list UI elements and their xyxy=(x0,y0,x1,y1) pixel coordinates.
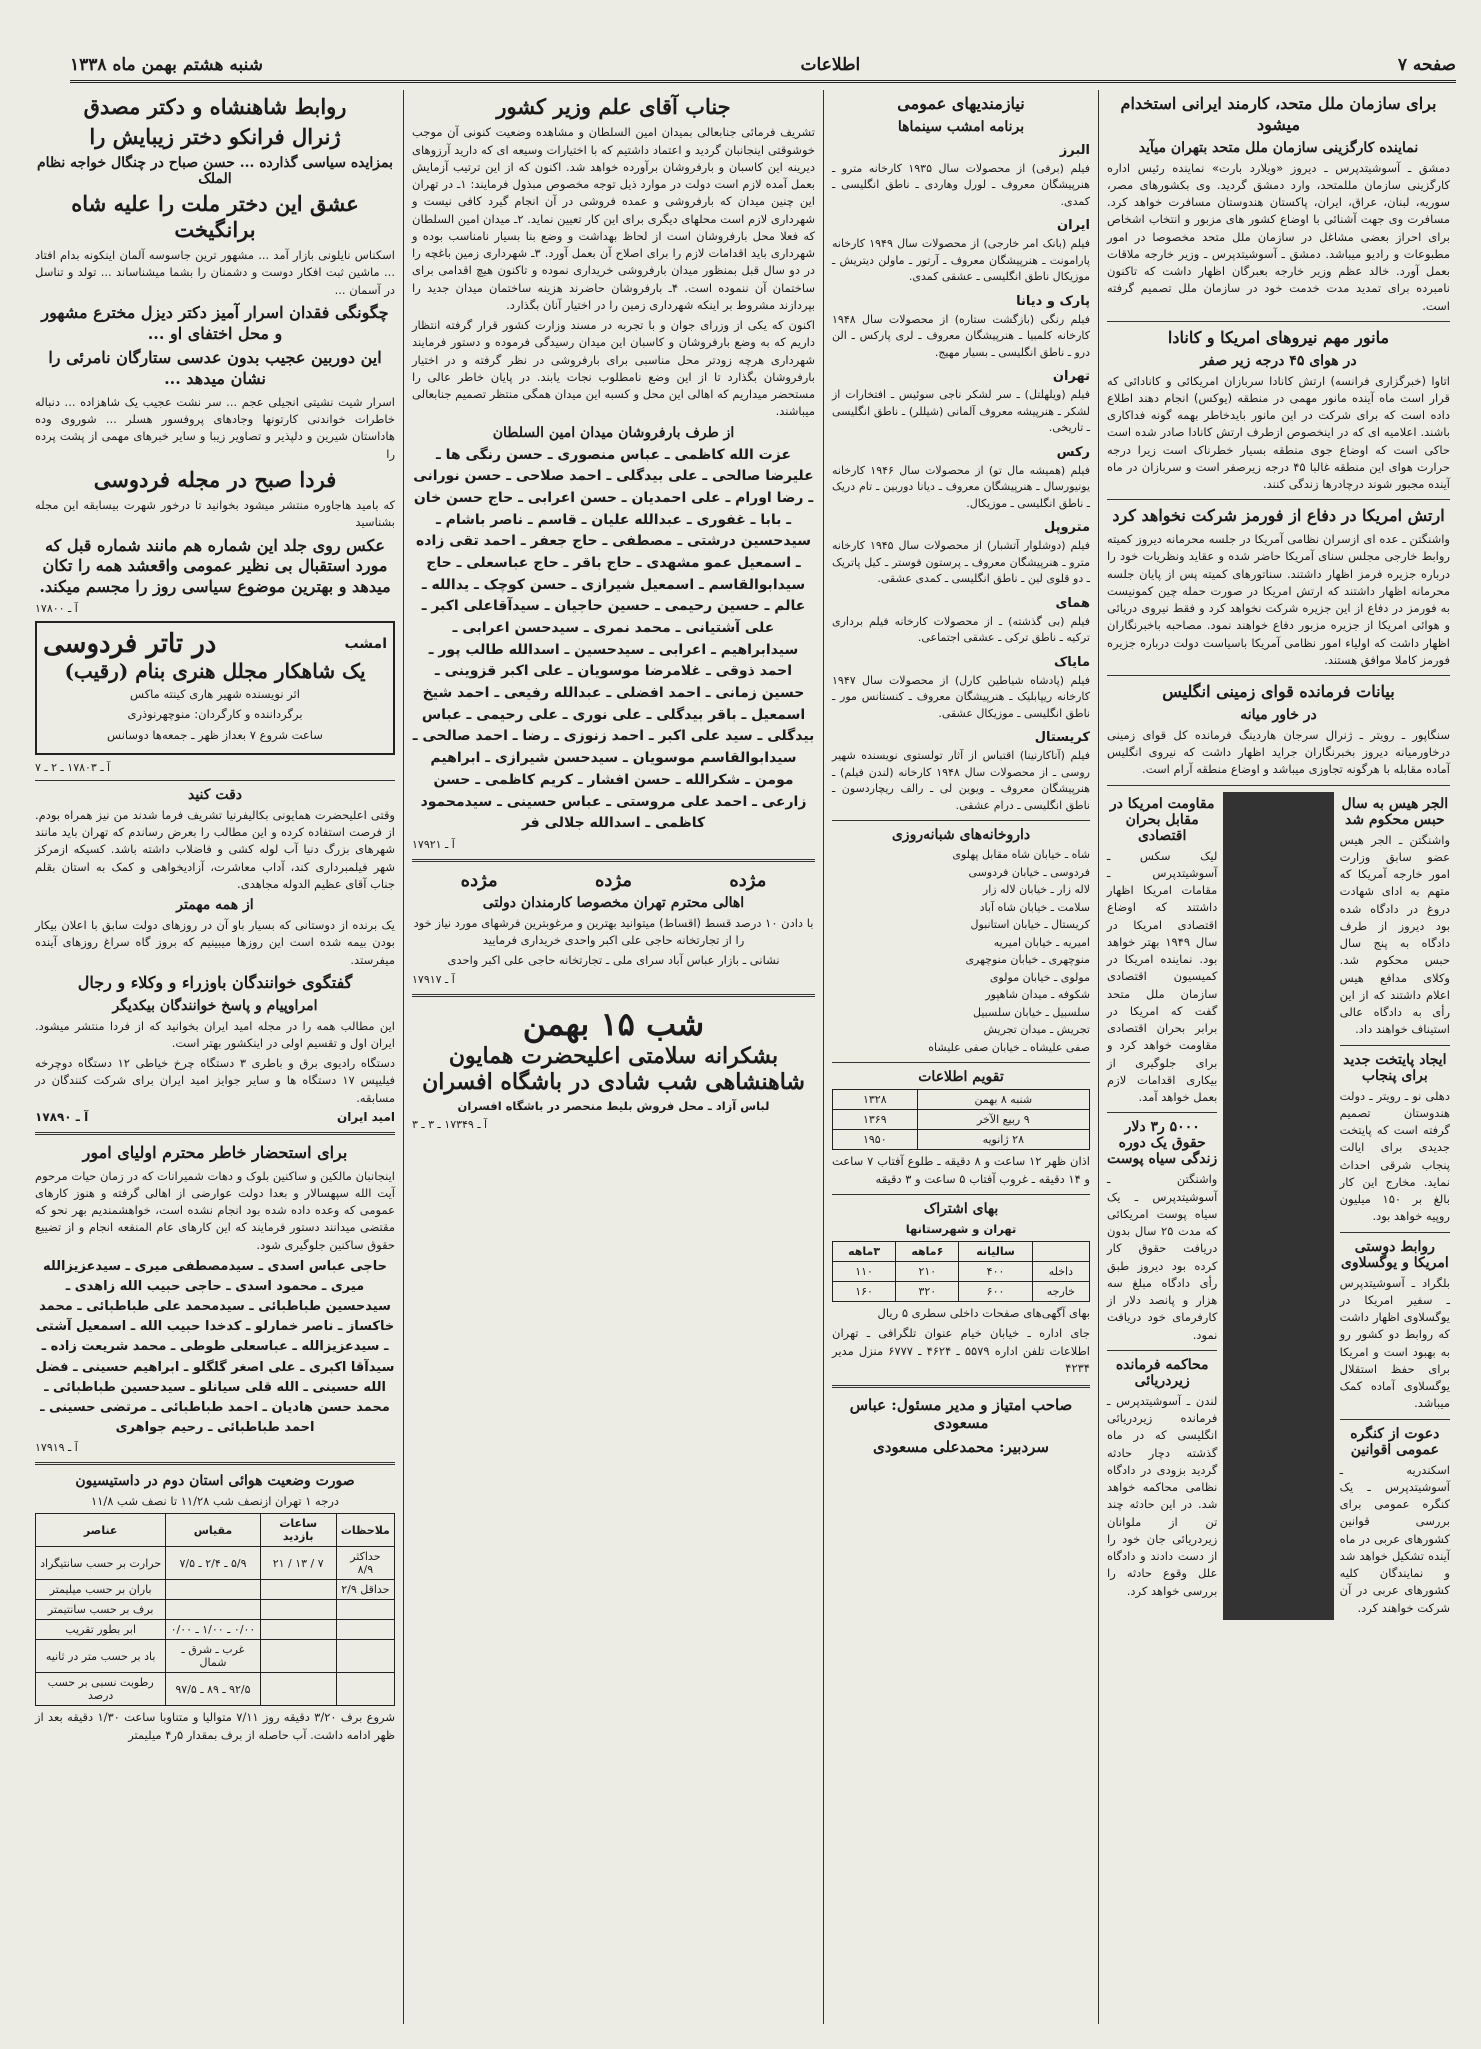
article-body: لیک سکس ـ آسوشیتدپرس ـ مقامات امریکا اظهار داشتند که اوضاع اقتصادی امریکا در سال ۱۹۴۹ بهتر خواهد بود. نماینده امریکا در کمیسیون اقتصادی سازمان ملل متحد گفت که امریکا در برابر بحران اقتصادی مقاومت خواهد کرد و برای جلوگیری از بیکاری اقدامات لازم بعمل خواهد آمد. xyxy=(1107,848,1218,1105)
weather-cell xyxy=(260,1640,336,1673)
weather-cell xyxy=(166,1600,260,1620)
cinema-name: همای xyxy=(1055,595,1090,611)
cinema-program: فیلم (ویلهلتل) ـ سر لشکر ناجی سوئیس ـ افتخارات از لشکر ـ هنرپیشه معروف آلمانی (شیللر) ـ ناطق انگلیسی ـ تاریخی. xyxy=(832,388,1090,435)
signers-list: حاجی عباس اسدی ـ سیدمصطفی میری ـ سیدعزیزالله میری ـ محمود اسدی ـ حاجی حبیب الله زاهدی ـ سیدحسین طباطبائی ـ سیدمحمد علی طباطبائی ـ محمد خاکساز ـ ناصر خمارلو ـ کدخدا حبیب الله ـ اسمعیل آشتی ـ سیدعزیزالله ـ عباسعلی طوطی ـ محمد شریعت زاده ـ سیدآقا اکبری ـ علی اصغر گلگلو ـ ابراهیم حسینی ـ فضل الله حسینی ـ الله قلی سیانلو ـ سیدحسین طباطبائی ـ محمد حسن هادیان ـ احمد طباطبائی ـ مرتضی حسینی ـ احمد طباطبائی ـ رحیم جواهری xyxy=(35,1258,395,1436)
weather-cell xyxy=(166,1580,260,1600)
ad-address: نشانی ـ بازار عباس آباد سرای ملی ـ تجارتخانه حاجی علی اکبر واحدی xyxy=(447,953,780,968)
weather-cell: ۷ / ۱۳ / ۲۱ xyxy=(260,1547,336,1580)
theater-title: در تاتر فردوسی xyxy=(43,629,217,660)
article-body: دمشق ـ آسوشیتدپرس ـ دیروز «ویلارد بارت» نماینده رئیس اداره کارگزینی سازمان مللمتحد، وارد دمشق گردید. وی بکشورهای مصر، سوریه، لبنان، عراق، ایران، پاکستان هندوستان مسافرت خواهد کرد. مسافرت وی جهت آشنائی با اوضاع کشور های مزبور و انتخاب اشخاص برای احراز بعضی مشاغل در سازمان ملل متحد مخصوصا در امور مطبوعات و رادیو میباشد. دمشق ـ آسوشیتدپرس ـ وزیر خارجه ملاقات بعمل آورد. خالد عظم وزیر خارجه بعبرگان اظهار داشت که تاکنون نامبرده برای تمدید مدت خدمت خود در سازمان ملل تصمیم گرفته است. xyxy=(1107,160,1450,313)
ad-code: آ ـ ۱۷۸۹۰ xyxy=(35,1109,89,1124)
ad-title: برای استحضار خاطر محترم اولیای امور xyxy=(82,1142,348,1162)
pharmacy-item: سلسبیل ـ خیابان سلسبیل xyxy=(973,1005,1090,1019)
weather-cell: باد بر حسب متر در ثانیه xyxy=(36,1640,166,1673)
calendar-cell: ۲۸ ژانویه xyxy=(917,1130,1089,1150)
cinema-entry xyxy=(832,592,1090,647)
weather-cell xyxy=(260,1673,336,1706)
theater-line: اثر نویسنده شهیر هاری کینته ماکس xyxy=(130,687,300,702)
cinema-program: فیلم (برفی) از محصولات سال ۱۹۳۵ کارخانه مترو ـ هنرپیشگان معروف ـ لورل وهاردی ـ ناطق انگلیسی ـ کمدی. xyxy=(832,161,1090,208)
pharmacy-item: سلامت ـ خیابان شاه آباد xyxy=(979,900,1090,914)
subscription-subheading: تهران و شهرستانها xyxy=(905,1221,1017,1236)
ad-body: اینجانبان مالکین و ساکنین بلوک و دهات شمیرانات که در زمان حیات مرحوم آیت الله سپهسالار و بعدا دولت عوارضی از اهالی گرفته و هنوز کارهای عمومی که وعده داده شده بود انجام نشده است، خواهشمندیم بهر نحو که مقتضی میدانند دستور فرمایند که این کارهای عام المنفعه انجام و از تضییع حقوق ساکنین جلوگیری شود. xyxy=(35,1168,395,1252)
calendar-table xyxy=(832,1089,1090,1150)
pharmacy-item: منوچهری ـ خیابان منوچهری xyxy=(965,953,1090,967)
pharmacy-item: مولوی ـ خیابان مولوی xyxy=(989,970,1090,984)
calendar-cell: ۱۹۵۰ xyxy=(833,1130,918,1150)
subscription-cell: ۴۰۰ xyxy=(959,1262,1032,1282)
newspaper-name: اطلاعات xyxy=(800,55,861,75)
letter-column xyxy=(406,90,821,2024)
signers-list: عزت الله کاظمی ـ عباس منصوری ـ حسن رنگی ها ـ علیرضا صالحی ـ علی بیدگلی ـ احمد صلاحی ـ حسن نورانی ـ رضا اورام ـ علی احمدیان ـ حسن اعرابی ـ حاج حسن خان ـ بابا ـ غفوری ـ عبدالله علیان ـ قاسم ـ ناصر باشام ـ سیدحسین درشتی ـ مصطفی ـ حاج جعفر ـ احمد تقی زاده ـ اسمعیل عمو مشهدی ـ حاج باقر ـ حاج عباسعلی ـ حاج سیدابوالقاسم ـ اسمعیل شیرازی ـ حسن کوچک ـ یدالله ـ عالم ـ حسین رحیمی ـ حسین حاجیان ـ سیدآقاعلی اکبر ـ علی آشتیانی ـ محمد نمری ـ سیدحسن اعرابی ـ سیدابراهیم ـ اعرابی ـ سیدحسین ـ اسدالله طالب پور ـ احمد ذوقی ـ غلامرضا موسویان ـ علی اکبر قزوینی ـ حسین زمانی ـ احمد افضلی ـ عبدالله رفیعی ـ احمد شیخ اسمعیل ـ باقر بیدگلی ـ علی نوری ـ علی رحیمی ـ عباس بیدگلی ـ سید علی اکبر ـ احمد زنوزی ـ رضا ـ احمد صالحی ـ سیدابوالقاسم موسویان ـ سیدحسن شیرازی ـ ابراهیم مومن ـ شکرالله ـ حسن افشار ـ کریم کاظمی ـ حسن زارعی ـ احمد علی مروستی ـ عباس حسینی ـ سیدمحمود کاظمی ـ اسدالله جلالی فر xyxy=(412,446,815,832)
cinema-name: تهران xyxy=(1052,369,1090,385)
pharmacy-item: تجریش ـ میدان تجریش xyxy=(983,1023,1090,1037)
cinema-program: فیلم (بی گذشته) ـ از محصولات کارخانه فیلم برداری ترکیه ـ ناطق ترکی ـ عشقی اجتماعی. xyxy=(832,614,1090,645)
calendar-cell: ۱۳۲۸ xyxy=(833,1090,918,1110)
calendar-cell: ۱۳۶۹ xyxy=(833,1110,918,1130)
ad-headline: فردا صبح در مجله فردوسی xyxy=(93,466,337,492)
cinema-name: پارک و دیانا xyxy=(1016,293,1090,309)
ad-line: عکس روی جلد این شماره هم مانند شماره قبل که مورد استقبال بی نظیر عمومی واقعشد همه را تکان میدهد و بهترین موضوع سیاسی روز را مجسم میکند. xyxy=(39,535,391,597)
weather-cell: ۰/۰۰ ـ ۱/۰۰ ـ ۰/۰۰ xyxy=(166,1620,260,1640)
cinema-entry xyxy=(832,290,1090,362)
subscription-note: بهای آگهی‌های صفحات داخلی سطری ۵ ریال xyxy=(877,1306,1090,1321)
cinema-entry xyxy=(832,651,1090,723)
column-rule xyxy=(403,90,404,2024)
ad-title: اهالی محترم تهران مخصوصا کارمندان دولتی xyxy=(482,894,745,911)
ad-code: آ ـ ۱۷۳۴۹ ـ ۳ ـ ۳ xyxy=(412,1117,488,1131)
calendar-note: اذان ظهر ۱۲ ساعت و ۸ دقیقه ـ طلوع آفتاب ۷ ساعت و ۱۴ دقیقه ـ غروب آفتاب ۵ ساعت و ۳ دقیقه xyxy=(832,1154,1090,1186)
theater-show: یک شاهکار مجلل هنری بنام (رقیب) xyxy=(64,659,366,684)
article-subtitle: در خاور میانه xyxy=(1240,706,1317,723)
subscription-cell: ۳۲۰ xyxy=(896,1282,959,1302)
ad-code: آ ـ ۱۷۹۱۷ xyxy=(412,972,455,986)
cinema-name: البرز xyxy=(1059,142,1090,158)
event-title: شب ۱۵ بهمن xyxy=(522,1004,705,1043)
weather-cell: برف بر حسب سانتیمتر xyxy=(36,1600,166,1620)
cinema-name: رکس xyxy=(1056,444,1090,460)
weather-cell: حرارت بر حسب سانتیگراد xyxy=(36,1547,166,1580)
ad-body: وقتی اعلیحضرت همایونی بکالیفرنیا تشریف فرما شدند من نیز همراه بودم. از فرصت استفاده کرده و این مطالب را بعرض رساندم که تهران باید مانند شهرهای بزرگ دنیا آب لوله کشی و فاضلاب داشته باشد. کسیکه ازمرکز شهر فیلمبرداری کند، آداب معاشرت، آزادیخواهی و کمک به استان بقلم جناب آقای عظیم الدوله مجاهدی. xyxy=(35,807,395,891)
cinema-program: فیلم (بانک امر خارجی) از محصولات سال ۱۹۴۹ کارخانه پارامونت ـ هنرپیشگان معروف ـ آرتور ـ ماولن دیتریش ـ موزیکال ناطق انگلیسی ـ عشقی کمدی. xyxy=(832,237,1091,284)
weather-header: عناصر xyxy=(36,1514,166,1547)
cinema-entry xyxy=(832,214,1090,286)
calendar-cell: ۹ ربیع الآخر xyxy=(917,1110,1089,1130)
ad-tag: امشب xyxy=(344,636,387,653)
article-body: واشنگتن ـ عده ای ازسران نظامی آمریکا در جلسه محرمانه دیروز کمیته روابط خارجی مجلس سنای آمریکا حاضر شده و عقاید ونظریات خود را درباره جزیره فرمز اظهار داشتند. سناتورهای کمیته پس از پایان جلسه محرمانه اظهار داشتند که ارتش امریکا در صورت حمله چین کمونیست به فورمز در دفاع از این جزیره شرکت نخواهد کرد و فقط نیروی دریائی و هوائی امریکا از جزیره مزبور دفاع خواهند نمود. مصاحبه باخبرنگاران اظهار داشت که اولیاء امور نظامی آمریکا باسیاست دولت درباره جزیره فورمز کاملا موافق هستند. xyxy=(1107,532,1450,667)
cinema-heading: برنامه امشب سینماها xyxy=(897,118,1025,135)
ad-headline: ژنرال فرانکو دختر زیبایش را xyxy=(89,124,341,150)
ad-line: بمزایده سیاسی گذارده ... حسن صباح در چنگال خواجه نظام الملک xyxy=(36,154,394,187)
weather-cell xyxy=(260,1580,336,1600)
ads-column-left xyxy=(29,90,401,2024)
article-body: واشنگتن ـ آسوشیتدپرس ـ یک سیاه پوست امریکائی که مدت ۲۵ سال بدون دریافت حقوق کار کرده بود دیروز طبق رأی دادگاه مبلغ سه هزار و پانصد دلار از کارفرمای خود دریافت نمود. xyxy=(1107,1172,1218,1342)
pharmacy-item: کریستال ـ خیابان استانبول xyxy=(970,918,1090,932)
ad-body: دستگاه رادیوی برق و باطری ۳ دستگاه چرخ خیاطی ۱۲ دستگاه دوچرخه فیلیپس ۱۷ دستگاه ها و سایر جوایز امید ایران برای شرکت کنندگان در مسابقه. xyxy=(35,1056,395,1105)
event-line: بشکرانه سلامتی اعلیحضرت همایون xyxy=(448,1042,779,1069)
address: جای اداره ـ خیابان خیام عنوان تلگرافی ـ تهران اطلاعات تلفن اداره ۵۵۷۹ ـ ۴۶۲۴ ـ ۶۷۷۷ منزل مدیر ۴۲۳۴ xyxy=(832,1326,1090,1375)
theater-line: برگرداننده و کارگردان: منوچهرنوذری xyxy=(127,707,303,722)
cinema-name: مایاک xyxy=(1053,654,1090,670)
subscription-cell: ۶۰۰ xyxy=(959,1282,1032,1302)
signers-heading: از طرف بارفروشان میدان امین السلطان xyxy=(492,424,735,441)
weather-cell: غرب ـ شرق ـ شمال xyxy=(166,1640,260,1673)
weather-cell: باران بر حسب میلیمتر xyxy=(36,1580,166,1600)
cinema-entry xyxy=(832,139,1090,211)
article-title: مانور مهم نیروهای امریکا و کانادا xyxy=(1167,327,1390,347)
weather-cell: رطوبت نسبی بر حسب درصد xyxy=(36,1673,166,1706)
subscription-header: ۶ماهه xyxy=(896,1242,959,1262)
subscription-table xyxy=(832,1241,1090,1302)
cinema-name: کریستال xyxy=(1034,730,1090,746)
ad-body: این مطالب همه را در مجله امید ایران بخوانید که از فردا منتشر میشود. ایران اول و تقسیم اولی در اینکشور بهتر است. xyxy=(35,1018,395,1050)
article-title: مقاومت امریکا در مقابل بحران اقتصادی xyxy=(1109,795,1215,844)
cinema-name: ایران xyxy=(1057,218,1090,234)
article-body: دهلی نو ـ رویتر ـ دولت هندوستان تصمیم گرفته است که پایتخت جدیدی برای ایالت پنجاب شرقی احداث نماید. مخارج این کار بالغ بر ۱۵۰ میلیون روپیه خواهد بود. xyxy=(1339,1088,1451,1224)
cinema-program: فیلم (همیشه مال تو) از محصولات سال ۱۹۴۶ کارخانه یونیورسال ـ هنرپیشگان معروف ـ دیانا دوربین ـ تام دریک ـ ناطق انگلیسی ـ موزیکال. xyxy=(832,463,1090,510)
weather-table xyxy=(35,1513,395,1706)
owner-signature: صاحب امتیاز و مدیر مسئول: عباس مسعودی xyxy=(849,1396,1073,1433)
article-title: بیانات فرمانده قوای زمینی انگلیس xyxy=(1162,682,1395,702)
article-body: لندن ـ آسوشیتدپرس ـ فرمانده زیردریائی انگلیسی که در ماه گذشته دچار حادثه گردید بزودی در دادگاه نظامی محاکمه خواهد شد. در این حادثه چند تن از ملوانان زیردریائی جان خود را از دست دادند و دادگاه علل وقوع حادثه را بررسی خواهد کرد. xyxy=(1107,1393,1218,1598)
weather-cell xyxy=(260,1600,336,1620)
cinema-entry xyxy=(832,516,1090,588)
column-rule xyxy=(823,90,824,2024)
pharmacy-list xyxy=(832,847,1090,1056)
pharmacy-item: امیریه ـ خیابان امیریه xyxy=(993,935,1090,949)
cinema-program: فیلم رنگی (بازگشت ستاره) از محصولات سال ۱۹۴۸ کارخانه کلمبیا ـ هنرپیشگان معروف ـ لری پارکس ـ الن درو ـ ناطق انگلیسی ـ بسیار مهیج. xyxy=(832,312,1090,359)
article-subtitle: نماینده کارگزینی سازمان ملل متحد بتهران میآید xyxy=(1138,139,1419,156)
cinema-program: فیلم (دوشلوار آتشبار) از محصولات سال ۱۹۴۵ کارخانه مترو ـ هنرپیشگان معروف ـ پرستون فوستر ـ کیل پاتریک ـ دو قلوی لین ـ ناطق انگلیسی ـ کمدی عشقی. xyxy=(832,539,1090,586)
theater-line: ساعت شروع ۷ بعداز ظهر ـ جمعه‌ها دوسانس xyxy=(107,727,323,742)
subscription-row-label: خارجه xyxy=(1032,1282,1089,1302)
weather-header: ساعات بازدید xyxy=(260,1514,336,1547)
weather-title: صورت وضعیت هوائی استان دوم در داستیسیون xyxy=(75,1473,355,1490)
article-title: روابط دوستی امریکا و یوگسلاوی xyxy=(1340,1238,1449,1271)
event-line: لباس آزاد ـ محل فروش بلیط منحصر در باشگاه افسران xyxy=(457,1098,770,1113)
weather-cell xyxy=(336,1600,394,1620)
weather-cell xyxy=(336,1673,394,1706)
pharmacy-item: لاله زار ـ خیابان لاله زار xyxy=(982,883,1090,897)
calendar-heading: تقویم اطلاعات xyxy=(918,1069,1004,1086)
news-column-right xyxy=(1101,90,1456,2024)
ad-line: امراوپیام و پاسخ خوانندگان بیکدیگر xyxy=(112,997,318,1014)
page-number: صفحه ۷ xyxy=(1397,55,1456,75)
weather-header: ملاحظات xyxy=(336,1514,394,1547)
subscription-row-label: داخله xyxy=(1032,1262,1089,1282)
issue-date: شنبه هشتم بهمن ماه ۱۳۳۸ xyxy=(70,55,263,75)
ad-headline: عشق این دختر ملت را علیه شاه برانگیخت xyxy=(71,190,359,242)
cinema-name: متروپل xyxy=(1043,520,1090,536)
cinema-program: فیلم (آناکارنینا) اقتباس از آثار تولستوی نویسنده شهیر روسی ـ از محصولات سال ۱۹۴۸ کارخانه (لندن فیلم) ـ هنرپیشگان معروف ـ ویوین لی ـ رالف ریچاردسون ـ ناطق انگلیسی ـ درام عشقی. xyxy=(832,749,1090,812)
weather-cell: حداکثر ۸/۹ xyxy=(336,1547,394,1580)
weather-cell xyxy=(336,1620,394,1640)
article-body: اسکندریه ـ آسوشیتدپرس ـ یک کنگره عمومی برای بررسی قوانین کشورهای عربی در ماه آینده تشکیل خواهد شد و نمایندگان کلیه کشورهای عربی در آن شرکت خواهند کرد. xyxy=(1339,1462,1450,1615)
weather-cell: ۹۲/۵ ـ ۸۹ ـ ۹۷/۵ xyxy=(166,1673,260,1706)
pharmacy-heading: داروخانه‌های شبانه‌روزی xyxy=(891,827,1031,844)
weather-subtitle: درجه ۱ تهران ازنصف شب ۱۱/۲۸ تا نصف شب ۱۱/۸ xyxy=(90,1494,339,1509)
weather-cell: ابر بطور تقریب xyxy=(36,1620,166,1640)
article-body: بلگراد ـ آسوشیتدپرس ـ سفیر امریکا در یوگسلاوی اظهار داشت که روابط دو کشور رو به بهبود است و امریکا برای حفظ استقلال یوگسلاوی آماده کمک میباشد. xyxy=(1339,1275,1450,1411)
cinema-list xyxy=(832,139,1090,815)
article-title: جناب آقای علم وزیر کشور xyxy=(496,94,731,119)
weather-cell xyxy=(260,1620,336,1640)
ad-title: دقت کنید xyxy=(187,786,242,803)
ad-line: چگونگی فقدان اسرار آمیز دکتر دیزل مخترع مشهور و محل اختفای او ... xyxy=(41,302,389,343)
event-line: شاهنشاهی شب شادی در باشگاه افسران xyxy=(422,1068,805,1095)
weather-cell xyxy=(336,1640,394,1673)
ad-code: آ ـ ۱۷۸۰۳ ـ ۲ ـ ۷ xyxy=(35,760,111,774)
article-title: ایجاد پایتخت جدید برای پنجاب xyxy=(1343,1051,1447,1084)
ad-code: آ ـ ۱۷۸۰۰ xyxy=(35,602,78,616)
weather-cell: ۵/۹ ـ ۲/۴ ـ ۷/۵ xyxy=(166,1547,260,1580)
subscription-cell: ۲۱۰ xyxy=(896,1262,959,1282)
section-title: نیازمندیهای عمومی xyxy=(897,94,1025,113)
cinema-entry xyxy=(832,365,1090,437)
article-title: محاکمه فرمانده زیردریائی xyxy=(1115,1356,1209,1389)
weather-header: مقیاس xyxy=(166,1514,260,1547)
ad-body: اسکناس نایلونی بازار آمد ... مشهور ترین جاسوسه آلمان اینکونه بدام افتاد ... ماشین ثبت افکار دوست و دشمنان را بشما میشناساند ... تولد و تناسل در آسمان ... xyxy=(35,248,395,297)
mozhdeh-banner: مژده مژده مژده xyxy=(460,869,767,891)
listings-column xyxy=(826,90,1096,2024)
page-header xyxy=(70,50,1456,83)
subscription-header: ۳ماهه xyxy=(833,1242,896,1262)
ad-signature: امید ایران xyxy=(337,1109,395,1124)
subscription-cell: ۱۶۰ xyxy=(833,1282,896,1302)
article-title: دعوت از کنگره عمومی اقوانین xyxy=(1350,1425,1440,1458)
pharmacy-item: صفی علیشاه ـ خیابان صفی علیشاه xyxy=(928,1040,1090,1054)
article-title: ارتش امریکا در دفاع از فورمز شرکت نخواهد کرد xyxy=(1112,506,1445,526)
ad-code: آ ـ ۱۷۹۱۹ xyxy=(35,1441,78,1455)
ad-line: این دوربین عجیب بدون عدسی ستارگان نامرئی را نشان میدهد ... xyxy=(48,348,382,389)
article-title: الجر هیس به سال حبس محکوم شد xyxy=(1341,795,1449,828)
ad-body: که بامید هاجاوره منتشر میشود بخوانید تا درخور شهرت بیسابقه این مجله بشناسید xyxy=(35,498,395,530)
article-subtitle: در هوای ۴۵ درجه زیر صفر xyxy=(1200,352,1357,369)
calendar-cell: شنبه ۸ بهمن xyxy=(917,1090,1089,1110)
pharmacy-item: شکوفه ـ میدان شاهپور xyxy=(985,988,1090,1002)
ad-body: یک برنده از دوستانی که بسیار باو آن در روزهای دولت سابق با اعلان بیکار بودن بیمه شده است این روزها میبینیم که بروز گاه سراغ روزهای آینده میفرستد. xyxy=(35,918,395,967)
subscription-header: سالیانه xyxy=(959,1242,1032,1262)
weather-note: شروع برف ۳/۲۰ دقیقه روز ۷/۱۱ متوالیا و متناوبا ساعت ۱/۳۰ دقیقه بعد از ظهر ادامه داشت. آب حاصله از برف بمقدار ۵ر۴ میلیمتر xyxy=(35,1710,395,1742)
article-title: ۵۰۰۰ ر۳ دلار حقوق یک دوره زندگی سیاه پوست xyxy=(1107,1119,1218,1168)
article-title: برای سازمان ملل متحد، کارمند ایرانی استخدام میشود xyxy=(1120,94,1437,134)
subscription-heading: بهای اشتراک xyxy=(923,1200,999,1217)
subscription-cell: ۱۱۰ xyxy=(833,1262,896,1282)
pharmacy-item: شاه ـ خیابان شاه مقابل پهلوی xyxy=(952,848,1090,862)
pharmacy-item: فردوسی ـ خیابان فردوسی xyxy=(968,865,1090,879)
editor-signature: سردبیر: محمدعلی مسعودی xyxy=(873,1438,1049,1457)
ad-headline: روابط شاهنشاه و دکتر مصدق xyxy=(83,94,347,119)
ad-title: از همه مهمتر xyxy=(176,897,254,914)
article-body: واشنگتن ـ الجر هیس عضو سابق وزارت امور خارجه آمریکا که متهم به ادای شهادت دروغ در دادگاه شده بود دیروز از طرف دادگاه به پنج سال حبس محکوم شد. وکلای مدافع هیس اعلام داشتند که از این رأی به دادگاه عالی استیناف خواهند داد. xyxy=(1339,832,1450,1037)
ad-title: گفتگوی خوانندگان باوزراء و وکلاء و رجال xyxy=(77,972,353,992)
cinema-entry xyxy=(832,441,1090,513)
article-body: اکنون که یکی از وزرای جوان و با تجربه در مسند وزارت کشور قرار گرفته انتظار داریم که به وضع بارفروشان و کاسبان این میدان رسیدگی فرموده و دستور فرمایند شهرداری هرچه زودتر محل مناسبی برای بارفروشی در نظر گرفته و در اختیار بارفروشان بگذارد تا از این وضع نامطلوب نجات یابند. در پایان خاطر عالی را مستحضر میداریم که اهالی این محل و کسبه این میدان همگی منتظر تصمیم جنابعالی میباشند. xyxy=(412,318,815,419)
cinema-entry xyxy=(832,726,1090,814)
article-body: اتاوا (خبرگزاری فرانسه) ارتش کانادا سربازان امریکائی و کانادائی که قرار است ماه آینده مانور مهمی در منطقه (یوکس) انجام دهند اطلاع داده است که برای شرکت در این مانور بایدخاطر بهمه گونه فداکاری باشند. اعلامیه ای که در اینخصوص ازطرف ارتش کانادا صادر شده است حاکی است که اوضاع جوی منطقه بسیار خطرناک است زیرا درجه حرارت هوای این منطقه غالبا ۴۵ درجه زیرصفر است و سربازان در ماه آینده مجبور شوند درچادرها زندگی کنند. xyxy=(1107,373,1450,492)
split-section xyxy=(1107,792,1450,1620)
column-rule xyxy=(1098,90,1099,2024)
weather-cell: حداقل ۲/۹ xyxy=(336,1580,394,1600)
subscription-corner xyxy=(1032,1242,1089,1262)
article-body: سنگاپور ـ رویتر ـ ژنرال سرجان هاردینگ فرمانده کل قوای زمینی درخاورمیانه دیروز بخبرنگاران جراید اظهار داشت که نیروی انگلیس آماده مقابله با هرگونه تجاوزی میباشد و اوضاع منطقه آرام است. xyxy=(1107,727,1450,777)
cinema-program: فیلم (پادشاه شیاطین کارل) از محصولات سال ۱۹۴۷ کارخانه ریپابلیک ـ هنرپیشگان معروف ـ کنستانس مور ـ ناطق انگلیسی ـ موزیکال عشقی. xyxy=(832,673,1090,720)
ad-body: با دادن ۱۰ درصد قسط (اقساط) میتوانید بهترین و مرغوبترین فرشهای مورد نیاز خود را از تجارتخانه حاجی علی اکبر واحدی خریداری فرمایید xyxy=(413,915,814,948)
ad-code: آ ـ ۱۷۹۲۱ xyxy=(412,837,455,851)
ad-body: اسرار شیت نشیتی انجیلی عجم ... سر نشت عجیب یک شاهزاده ... دنباله خاطرات خواندنی کارتونها وجادهای پروفسور هسلر ... شوروی وده هاداستان شیرین و دلپذیر و تصاویر زیبا و سایر خبرهای مهمی از پشت پرده را xyxy=(35,394,395,461)
theater-ad xyxy=(35,621,395,755)
article-body: تشریف فرمائی جنابعالی بمیدان امین السلطان و مشاهده وضعیت کنونی آن موجب خوشوقتی اینجانبان گردید و اعتماد داشتیم که با اختیارات وسیعه ای که دارید آرزوهای دیرینه این کاسبان و بارفروشان برآورده خواهد شد. اکنون که از این ترتیب آزمایش بعمل آمده لازم است دولت در موارد ذیل توجه مخصوص مبذول فرمایند: ۱ـ در تهران این چنین میدان که بارفروشی و عمده فروشی در آن انجام گیرد کافی نیست و شهرداری لازم است محلهای دیگری برای این کار تعیین نماید. ۲ـ میدان امین السلطان که فعلا محل بارفروشان است از لحاظ بهداشت و وضع بنا بسیار نامناسب بوده و شهرداری باید اقدامات لازم را برای اصلاح آن بعمل آورد. ۳ـ شهرداری زمین باغچه را در دو سال قبل بمنظور میدان بارفروشی خریداری نموده و تاکنون هیچ اقدامی برای ساختمان آن ننموده است. ۴ـ بارفروشان حاضرند هزینه ساختمان میدان جدید را بپردازند مشروط بر اینکه شهرداری زمین را در اختیار آنان بگذارد. xyxy=(412,125,815,312)
